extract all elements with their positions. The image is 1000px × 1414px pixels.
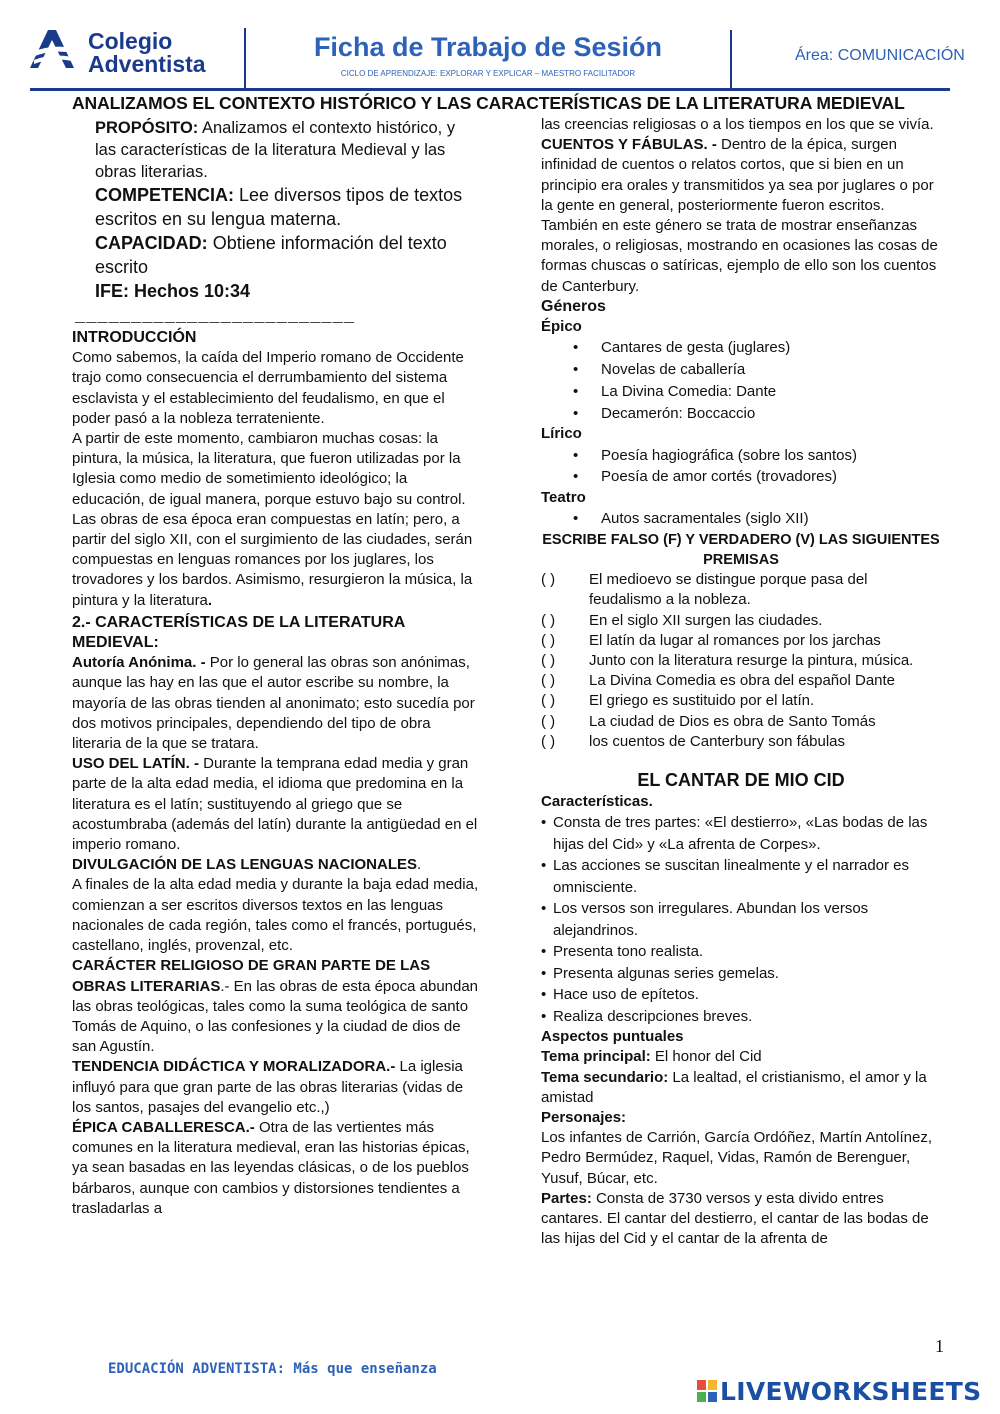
true-false-item: ( ) En el siglo XII surgen las ciudades.	[541, 611, 941, 631]
personajes-heading: Personajes:	[541, 1109, 627, 1127]
list-item: • Presenta tono realista.	[541, 941, 941, 963]
true-false-item: ( ) Junto con la literatura resurge la pintura, música.	[541, 651, 941, 671]
school-logo-icon	[28, 28, 76, 72]
list-item: • La Divina Comedia: Dante	[541, 381, 941, 403]
generos-heading: Géneros	[541, 297, 606, 315]
separator-dashes: _________________________	[75, 308, 356, 327]
list-item: • Poesía hagiográfica (sobre los santos)	[541, 445, 941, 467]
divulgacion-paragraph: DIVULGACIÓN DE LAS LENGUAS NACIONALES. A finales de la alta edad media y durante la baja edad media, comienzan a ser escritos diversos textos en las lenguas nacionales de cada región, tales como el francés, portugués, castellano, inglés, provenzal, etc.	[72, 856, 479, 955]
lirico-list	[541, 445, 941, 489]
list-item: • Cantares de gesta (juglares)	[541, 337, 941, 359]
intro-heading: INTRODUCCIÓN	[72, 329, 197, 346]
capacidad: CAPACIDAD: Obtiene información del texto escrito	[95, 233, 447, 277]
true-false-item: ( ) los cuentos de Canterbury son fábulas	[541, 732, 941, 752]
liveworksheets-logo-icon	[697, 1380, 717, 1402]
list-item: • Consta de tres partes: «El destierro», «Las bodas de las hijas del Cid» y «La afrenta de Corpes».	[541, 812, 941, 855]
aspectos-heading: Aspectos puntuales	[541, 1028, 684, 1046]
lirico-heading: Lírico	[541, 425, 582, 443]
teatro-list	[541, 508, 941, 530]
header-divider	[244, 28, 246, 88]
header-divider	[730, 30, 732, 88]
epica-paragraph: ÉPICA CABALLERESCA.- Otra de las vertientes más comunes en la literatura medieval, eran las historias épicas, ya sean basadas en las leyendas clásicas, o de los pueblos bárbaros, aunque con cambios y distorsiones tendientes a trasladarlas a	[72, 1118, 470, 1217]
religioso-paragraph: CARÁCTER RELIGIOSO DE GRAN PARTE DE LAS OBRAS LITERARIAS.- En las obras de esta época abundan las obras teológicas, tales como la suma teológica de santo Tomás de Aquino, o las confesiones y la ciudad de dios de san Agustín.	[72, 957, 479, 1056]
section-heading: 2.- CARACTERÍSTICAS DE LA LITERATURA MEDIEVAL:	[72, 613, 405, 652]
competencia: COMPETENCIA: Lee diversos tipos de textos escritos en su lengua materna.	[95, 185, 463, 229]
list-item: • Realiza descripciones breves.	[541, 1006, 941, 1028]
ife-verse: IFE: Hechos 10:34	[95, 281, 251, 301]
cuentos-paragraph: CUENTOS Y FÁBULAS. - Dentro de la épica, surgen infinidad de cuentos o relatos cortos, que si bien en un principio era orales y transmitidos ya sea por juglares o por la gente en general, posteriormente fueron escritos. También en este género se trata de mostrar enseñanzas morales, o religiosas, mostrando en ocasiones las cosas de formas chuscas o satíricas, ejemplo de ello son los cuentos de Canterbury.	[541, 136, 938, 295]
list-item: • Los versos son irregulares. Abundan los versos alejandrinos.	[541, 898, 941, 941]
answer-blank[interactable]: ( )	[541, 611, 556, 629]
answer-blank[interactable]: ( )	[541, 732, 556, 750]
list-item: • Decamerón: Boccaccio	[541, 403, 941, 425]
tema-principal: Tema principal: El honor del Cid	[541, 1048, 762, 1066]
header-rule	[30, 88, 950, 91]
sheet-title: Ficha de Trabajo de Sesión	[313, 32, 663, 62]
true-false-list	[541, 570, 941, 752]
cid-title: EL CANTAR DE MIO CID	[637, 770, 845, 791]
left-column	[72, 328, 482, 1219]
page-title: ANALIZAMOS EL CONTEXTO HISTÓRICO Y LAS CARACTERÍSTICAS DE LA LITERATURA MEDIEVAL	[72, 93, 905, 113]
latin-paragraph: USO DEL LATÍN. - Durante la temprana edad media y gran parte de la alta edad media, el idioma que predomina en la literatura es el latín; sustituyendo al griego que se acostumbraba (además del latín) durante la antigüedad en el imperio romano.	[72, 755, 478, 854]
list-item: • Presenta algunas series gemelas.	[541, 963, 941, 985]
footer-slogan: EDUCACIÓN ADVENTISTA: Más que enseñanza	[108, 1361, 437, 1377]
answer-blank[interactable]: ( )	[541, 692, 556, 710]
tema-secundario: Tema secundario: La lealtad, el cristianismo, el amor y la amistad	[541, 1068, 927, 1106]
list-item: • Autos sacramentales (siglo XII)	[541, 508, 941, 530]
purpose-block	[95, 117, 475, 303]
answer-blank[interactable]: ( )	[541, 571, 556, 589]
answer-blank[interactable]: ( )	[541, 712, 556, 730]
personajes-text: Los infantes de Carrión, García Ordóñez, Martín Antolínez, Pedro Bermúdez, Raquel, Vidas, Ramón de Berenguer, Yusuf, Búcar, etc.	[541, 1129, 933, 1187]
proposito: PROPÓSITO: Analizamos el contexto histórico, y las características de la literatura Medieval y las obras literarias.	[95, 119, 456, 181]
right-column	[541, 115, 941, 1249]
list-item: • Hace uso de epítetos.	[541, 984, 941, 1006]
epico-list	[541, 337, 941, 424]
answer-blank[interactable]: ( )	[541, 672, 556, 690]
list-item: • Las acciones se suscitan linealmente y el narrador es omnisciente.	[541, 855, 941, 898]
epico-heading: Épico	[541, 318, 582, 336]
partes-text: Partes: Consta de 3730 versos y esta divido entres cantares. El cantar del destierro, el cantar de las bodas de las hijas del Cid y el cantar de la afrenta de	[541, 1189, 929, 1248]
list-item: • Poesía de amor cortés (trovadores)	[541, 466, 941, 488]
school-logo-text: Colegio Adventista	[88, 28, 206, 77]
autoria-paragraph: Autoría Anónima. - Por lo general las obras son anónimas, aunque las hay en las que el autor escribe su nombre, la mayoría de las obras tienden al anonimato; esto sucedía por dos motivos principales, dependiendo del tipo de obra literaria de la que se tratara.	[72, 654, 475, 753]
list-item: • Novelas de caballería	[541, 359, 941, 381]
teatro-heading: Teatro	[541, 489, 586, 507]
answer-blank[interactable]: ( )	[541, 631, 556, 649]
continuation-text: las creencias religiosas o a los tiempos en los que se vivía.	[541, 116, 934, 133]
true-false-item: ( ) El griego es sustituido por el latín.	[541, 691, 941, 711]
answer-blank[interactable]: ( )	[541, 652, 556, 670]
caracteristicas-list	[541, 812, 941, 1027]
true-false-title: ESCRIBE FALSO (F) Y VERDADERO (V) LAS SIGUIENTES PREMISAS	[542, 532, 940, 569]
area-label: Área: COMUNICACIÓN	[795, 47, 965, 64]
intro-paragraph: Como sabemos, la caída del Imperio romano de Occidente trajo como consecuencia el derrumbamiento del sistema esclavista y el establecimiento del feudalismo, en que el poder pasó a la nobleza terrateniente.	[72, 349, 464, 427]
caracteristicas-heading: Características.	[541, 793, 653, 811]
page-number: 1	[935, 1336, 944, 1356]
sheet-subtitle: CICLO DE APRENDIZAJE: EXPLORAR Y EXPLICAR – MAESTRO FACILITADOR	[340, 69, 636, 78]
intro-paragraph: A partir de este momento, cambiaron muchas cosas: la pintura, la música, la literatura, que fueron utilizadas por la Iglesia como medio de sometimiento ideológico; la educación, de igual manera, porque estuvo bajo su control. Las obras de esa época eran compuestas en latín; pero, a partir del siglo XII, con el surgimiento de las ciudades, serán compuestas en lenguas romances por los juglares, los trovadores y los bardos. Asimismo, resurgieron la música, la pintura y la literatura.	[72, 430, 473, 609]
true-false-item: ( ) El medioevo se distingue porque pasa del feudalismo a la nobleza.	[541, 570, 941, 610]
didactica-paragraph: TENDENCIA DIDÁCTICA Y MORALIZADORA.- La iglesia influyó para que gran parte de las obras literarias (vidas de los santos, pasajes del evangelio etc.,)	[72, 1058, 464, 1116]
true-false-item: ( ) La Divina Comedia es obra del español Dante	[541, 671, 941, 691]
true-false-item: ( ) La ciudad de Dios es obra de Santo Tomás	[541, 712, 941, 732]
true-false-item: ( ) El latín da lugar al romances por los jarchas	[541, 631, 941, 651]
liveworksheets-brand[interactable]: LIVEWORKSHEETS	[720, 1377, 982, 1406]
